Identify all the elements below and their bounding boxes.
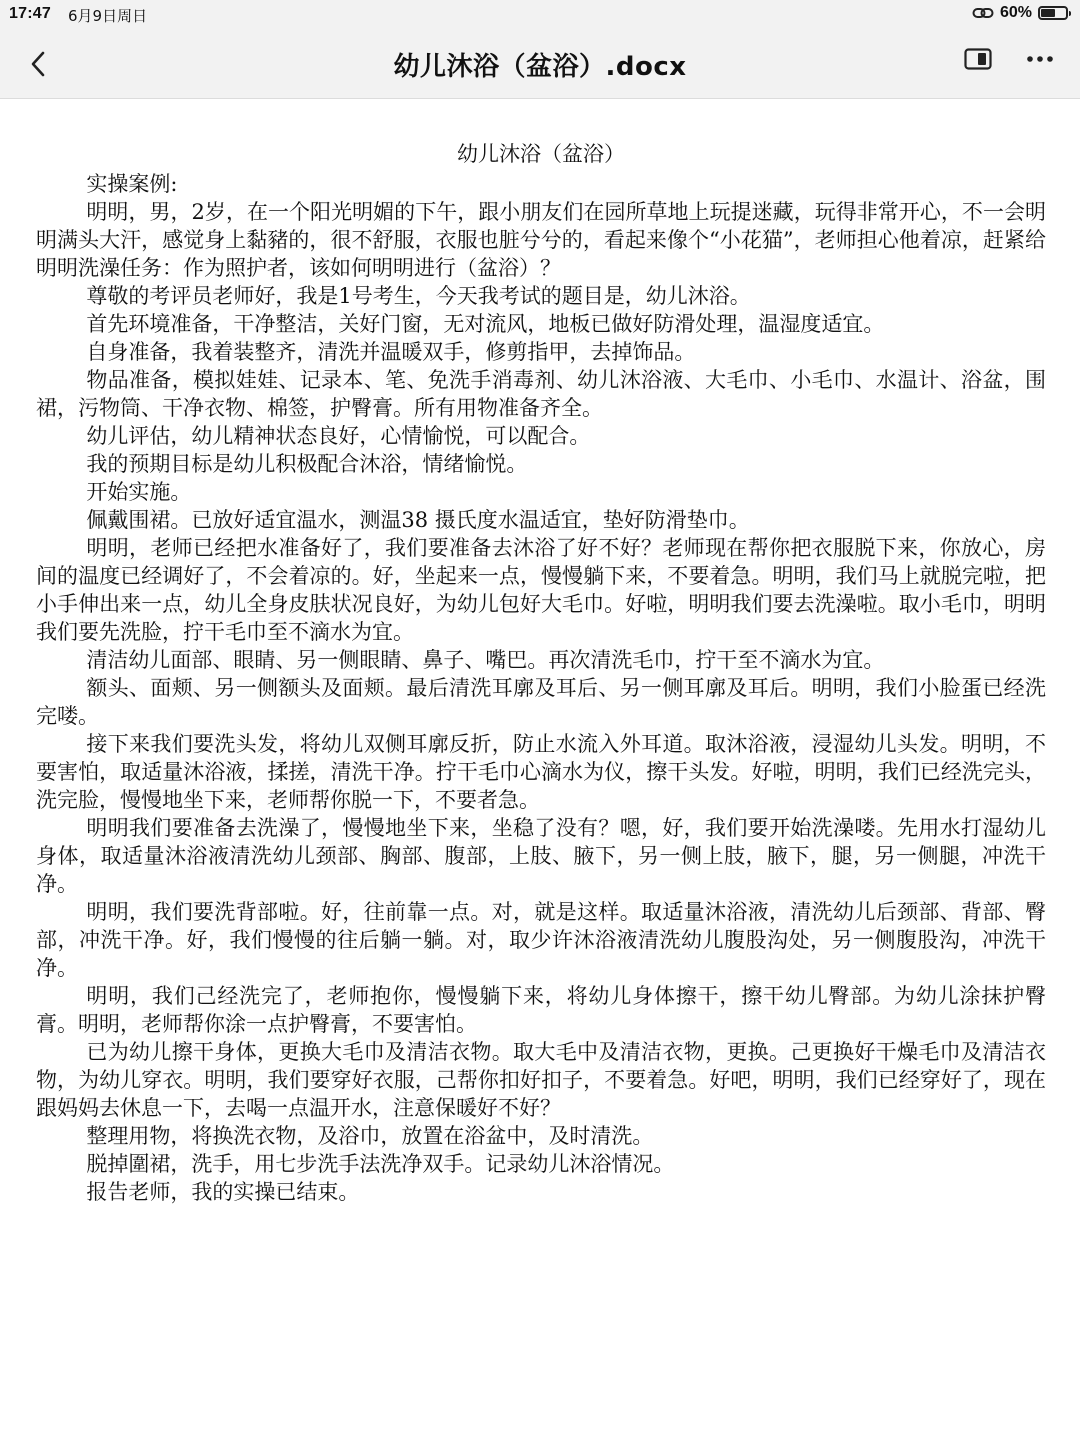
paragraph: 佩戴围裙。已放好适宜温水，测温38 摄氏度水温适宜，垫好防滑垫巾。 [86, 508, 750, 532]
paragraph: 开始实施。 [86, 480, 192, 504]
paragraph: 自身准备，我着装整齐，清洗并温暖双手，修剪指甲，去掉饰品。 [86, 340, 696, 364]
document-body [36, 140, 1046, 1206]
document-title: 幼儿沐浴（盆浴）.docx [393, 52, 687, 82]
more-button[interactable] [1026, 55, 1054, 63]
view-toggle-icon [964, 48, 992, 70]
battery-icon [1038, 6, 1068, 20]
back-button[interactable] [18, 44, 58, 84]
status-date: 6月9日周日 [68, 7, 148, 25]
paragraph: 首先环境准备，干净整洁，关好门窗，无对流风，地板已做好防滑处理，温湿度适宜。 [86, 312, 885, 336]
doc-title: 幼儿沐浴（盆浴） [457, 142, 625, 166]
battery-nub [1069, 11, 1071, 16]
status-indicators [972, 4, 1068, 22]
battery-percent: 60% [999, 4, 1032, 21]
paragraph: 实操案例: [86, 172, 178, 196]
paragraph: 清洁幼儿面部、眼睛、另一侧眼睛、鼻子、嘴巴。再次清洗毛巾，拧干至不滴水为宜。 [86, 648, 885, 672]
battery-level [1041, 9, 1055, 17]
status-time: 17:47 [9, 5, 51, 22]
paragraph: 接下来我们要洗头发，将幼儿双侧耳廓反折，防止水流入外耳道。取沐浴液，浸湿幼儿头发。明明，不要害怕，取适量沐浴液，揉搓，清洗干净。拧干毛巾心滴水为仪，擦干头发。好啦，明明，我们已经洗完头，洗完脸，慢慢地坐下来，老师帮你脱一下，不要者急。 [36, 732, 1046, 812]
paragraph: 明明，男，2岁，在一个阳光明媚的下午，跟小朋友们在园所草地上玩提迷藏，玩得非常开心，不一会明明满头大汗，感觉身上黏豬的，很不舒服，衣服也脏兮兮的，看起来像个“小花猫”，老师担心他着凉，赶紧给明明洗澡任务：作为照护者，该如何明明进行（盆浴）？ [36, 200, 1046, 280]
paragraph: 明明，我们己经洗完了，老师抱你，慢慢躺下来，将幼儿身体擦干，擦干幼儿臀部。为幼儿涂抹护臀膏。明明，老师帮你涂一点护臀膏，不要害怕。 [36, 984, 1046, 1036]
paragraph: 物品准备，模拟娃娃、记录本、笔、免洗手消毒剂、幼儿沐浴液、大毛巾、小毛巾、水温计、浴盆，围裙，污物筒、干净衣物、棉签，护臀膏。所有用物准备齐全。 [36, 368, 1046, 420]
paragraph: 额头、面颊、另一侧额头及面颊。最后清洗耳廓及耳后、另一侧耳廓及耳后。明明，我们小脸蛋已经洗完喽。 [36, 676, 1046, 728]
paragraph: 幼儿评估，幼儿精神状态良好，心情愉悦，可以配合。 [86, 424, 591, 448]
paragraph: 脱掉圍裙，洗手，用七步洗手法洗净双手。记录幼儿沐浴情况。 [86, 1152, 675, 1176]
more-icon [1026, 55, 1054, 63]
status-bar [0, 0, 1080, 30]
paragraph: 明明，老师已经把水准备好了，我们要准备去沐浴了好不好？老师现在帮你把衣服脱下来，你放心，房间的温度已经调好了，不会着凉的。好，坐起来一点，慢慢躺下来，不要着急。明明，我们马上就脱完啦，把小手伸出来一点，幼儿全身皮肤状况良好，为幼儿包好大毛巾。好啦，明明我们要去洗澡啦。取小毛巾，明明我们要先洗脸，拧干毛巾至不滴水为宜。 [36, 536, 1046, 644]
chevron-left-icon [28, 49, 48, 79]
paragraph: 我的预期目标是幼儿积极配合沐浴，情绪愉悦。 [86, 452, 528, 476]
nav-actions [964, 48, 1054, 70]
paragraph: 报告老师，我的实操已结束。 [86, 1180, 360, 1204]
paragraph: 尊敬的考评员老师好，我是1号考生，今天我考试的题目是，幼儿沐浴。 [86, 284, 751, 308]
view-toggle-button[interactable] [964, 48, 992, 70]
paragraph: 明明，我们要洗背部啦。好，往前靠一点。对，就是这样。取适量沐浴液，清洗幼儿后颈部、背部、臀部，冲洗干净。好，我们慢慢的往后躺一躺。对，取少许沐浴液清洗幼儿腹股沟处，另一侧腹股沟，冲洗干净。 [36, 900, 1046, 980]
paragraph: 已为幼儿擦干身体，更换大毛巾及清洁衣物。取大毛中及清洁衣物，更换。己更换好干燥毛巾及清洁衣物，为幼儿穿衣。明明，我们要穿好衣服，己帮你扣好扣子，不要着急。好吧，明明，我们已经穿好了，现在跟妈妈去休息一下，去喝一点温开水，注意保暖好不好？ [36, 1040, 1046, 1120]
paragraph: 明明我们要准备去洗澡了，慢慢地坐下来，坐稳了没有？嗯，好，我们要开始洗澡喽。先用水打湿幼儿身体，取适量沐浴液清洗幼儿颈部、胸部、腹部，上肢、腋下，另一侧上肢，腋下，腿，另一侧腿，冲洗干净。 [36, 816, 1046, 896]
navigation-bar [0, 30, 1080, 99]
paragraph: 整理用物，将换洗衣物，及浴巾，放置在浴盆中，及时清洗。 [86, 1124, 654, 1148]
link-icon [972, 6, 994, 20]
